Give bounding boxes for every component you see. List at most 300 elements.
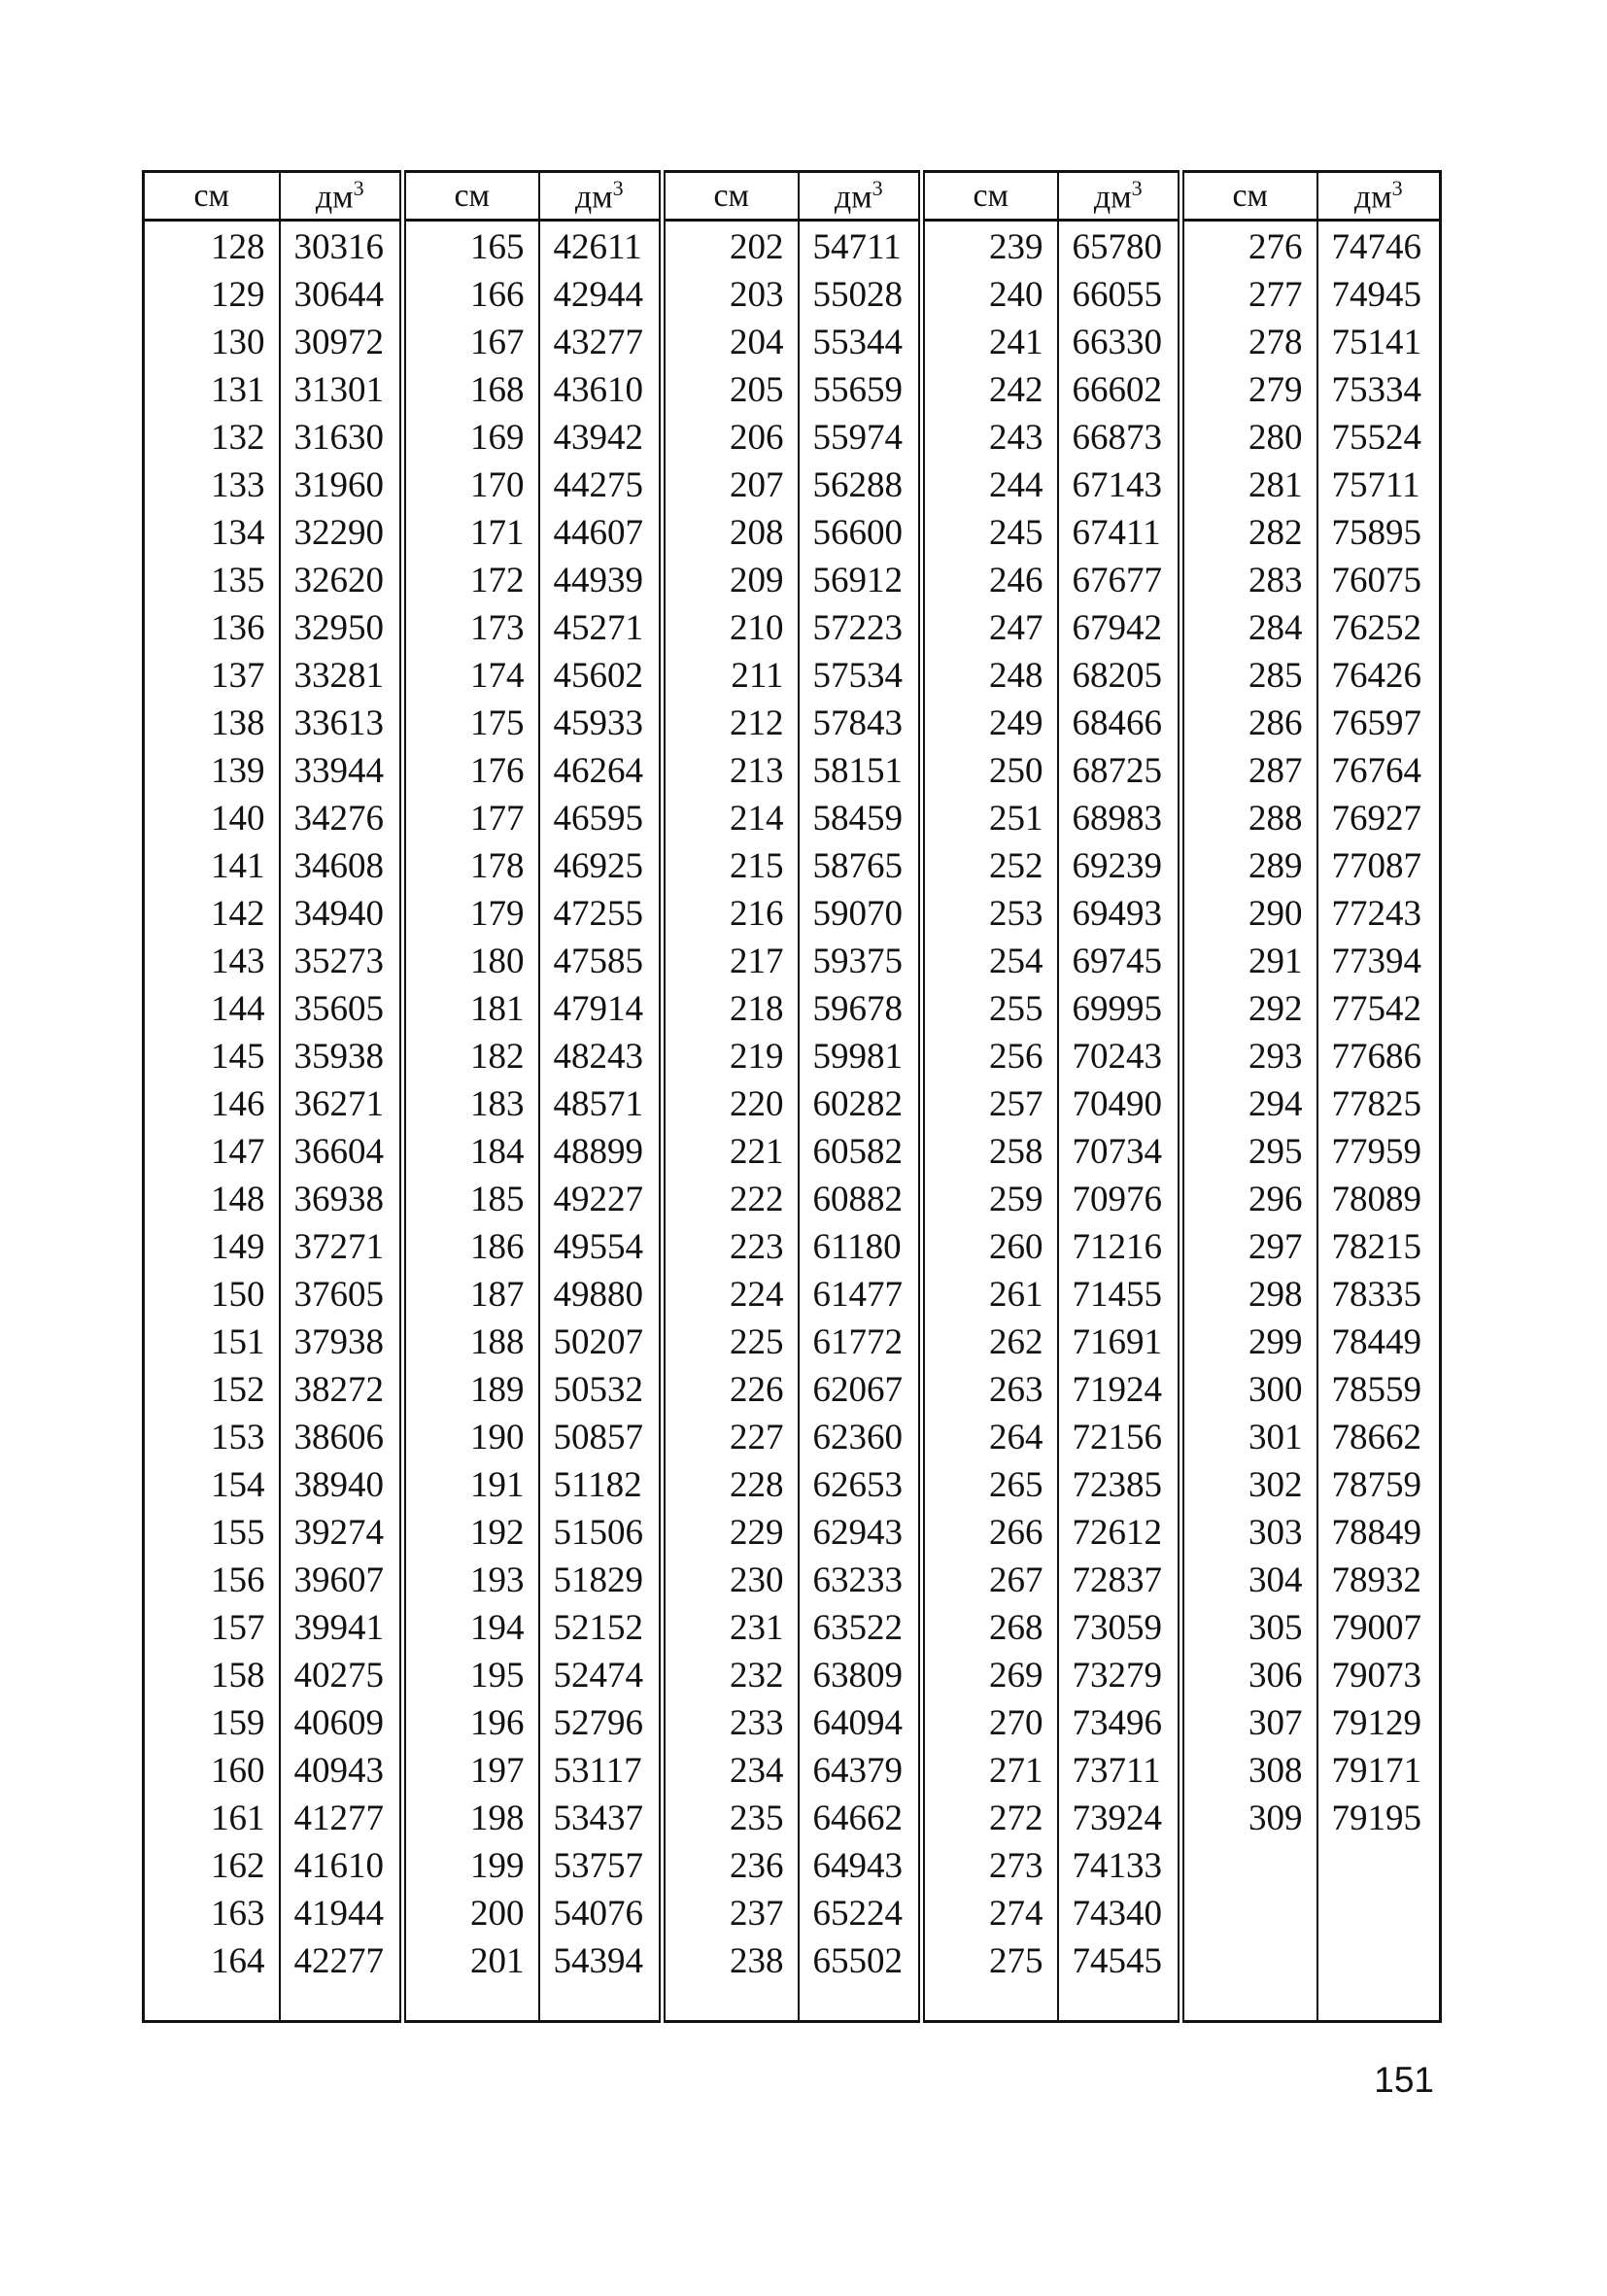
cell-cm: 259 bbox=[922, 1176, 1058, 1223]
cell-cm: 206 bbox=[663, 414, 799, 462]
cell-cm: 245 bbox=[922, 509, 1058, 557]
cell-dm3: 33613 bbox=[280, 700, 403, 747]
cell-dm3: 39274 bbox=[280, 1509, 403, 1557]
cell-cm: 147 bbox=[144, 1128, 280, 1176]
cell-cm: 282 bbox=[1181, 509, 1317, 557]
cell-cm: 264 bbox=[922, 1414, 1058, 1461]
cell-dm3: 68205 bbox=[1058, 652, 1181, 700]
cell-cm: 289 bbox=[1181, 842, 1317, 890]
cell-cm: 209 bbox=[663, 557, 799, 604]
cell-dm3: 54076 bbox=[539, 1890, 663, 1937]
cell-dm3: 47585 bbox=[539, 938, 663, 985]
cell-cm: 258 bbox=[922, 1128, 1058, 1176]
cell-cm: 220 bbox=[663, 1080, 799, 1128]
cell-cm: 232 bbox=[663, 1652, 799, 1699]
cell-cm: 298 bbox=[1181, 1271, 1317, 1319]
cell-cm: 195 bbox=[403, 1652, 539, 1699]
table-row bbox=[144, 414, 1441, 462]
cell-dm3: 63522 bbox=[799, 1604, 922, 1652]
cell-dm3: 77542 bbox=[1331, 989, 1421, 1029]
cell-dm3: 74545 bbox=[1058, 1937, 1181, 1985]
cell-dm3: 50532 bbox=[539, 1366, 663, 1414]
header-dm3 bbox=[799, 172, 922, 221]
cell-cm: 182 bbox=[403, 1033, 539, 1080]
cell-dm3: 56600 bbox=[799, 509, 922, 557]
cell-dm3: 77394 bbox=[1331, 942, 1421, 981]
cell-dm3: 70734 bbox=[1058, 1128, 1181, 1176]
cell-cm: 160 bbox=[144, 1747, 280, 1795]
cell-cm: 166 bbox=[403, 271, 539, 319]
table-bottom-spacer bbox=[144, 1985, 1441, 2022]
cell-cm: 200 bbox=[403, 1890, 539, 1937]
cell-dm3: 79171 bbox=[1331, 1751, 1421, 1791]
cell-cm: 240 bbox=[922, 271, 1058, 319]
cell-dm3: 46925 bbox=[539, 842, 663, 890]
cell-cm: 238 bbox=[663, 1937, 799, 1985]
cell-cm: 268 bbox=[922, 1604, 1058, 1652]
cell-dm3: 61772 bbox=[799, 1319, 922, 1366]
cell-dm3: 64662 bbox=[799, 1795, 922, 1842]
cell-cm: 251 bbox=[922, 795, 1058, 842]
cell-dm3: 78335 bbox=[1331, 1275, 1421, 1315]
cell-cm: 303 bbox=[1181, 1509, 1317, 1557]
cell-dm3: 48243 bbox=[539, 1033, 663, 1080]
page-number: 151 bbox=[1374, 2060, 1434, 2100]
cell-dm3: 67942 bbox=[1058, 604, 1181, 652]
cell-dm3: 79007 bbox=[1331, 1608, 1421, 1648]
cell-dm3: 47914 bbox=[539, 985, 663, 1033]
cell-cm: 128 bbox=[144, 221, 280, 272]
cell-cm: 150 bbox=[144, 1271, 280, 1319]
cell-dm3: 73279 bbox=[1058, 1652, 1181, 1699]
cell-dm3: 74945 bbox=[1331, 275, 1421, 315]
cell-dm3: 41944 bbox=[280, 1890, 403, 1937]
header-dm-exponent: 3 bbox=[872, 175, 883, 200]
cell-dm3: 56288 bbox=[799, 462, 922, 509]
cell-cm: 176 bbox=[403, 747, 539, 795]
cell-dm3: 73924 bbox=[1058, 1795, 1181, 1842]
cell-dm3: 58459 bbox=[799, 795, 922, 842]
cell-dm3: 59678 bbox=[799, 985, 922, 1033]
cell-cm: 171 bbox=[403, 509, 539, 557]
table-row bbox=[144, 1080, 1441, 1128]
cell-cm: 281 bbox=[1181, 462, 1317, 509]
spacer-cell bbox=[280, 1985, 403, 2022]
cell-dm3: 67411 bbox=[1058, 509, 1181, 557]
table-row bbox=[144, 1176, 1441, 1223]
cell-dm3: 70976 bbox=[1058, 1176, 1181, 1223]
cell-dm3: 34608 bbox=[280, 842, 403, 890]
cell-cm: 154 bbox=[144, 1461, 280, 1509]
cell-cm: 237 bbox=[663, 1890, 799, 1937]
cell-cm: 203 bbox=[663, 271, 799, 319]
cell-cm: 149 bbox=[144, 1223, 280, 1271]
cell-cm: 178 bbox=[403, 842, 539, 890]
cell-cm: 276 bbox=[1181, 221, 1317, 272]
table-row bbox=[144, 509, 1441, 557]
cell-cm: 181 bbox=[403, 985, 539, 1033]
cell-dm3: 66602 bbox=[1058, 366, 1181, 414]
cell-cm: 193 bbox=[403, 1557, 539, 1604]
cell-cm: 280 bbox=[1181, 414, 1317, 462]
cell-cm: 163 bbox=[144, 1890, 280, 1937]
cell-cm: 164 bbox=[144, 1937, 280, 1985]
cell-dm3: 45271 bbox=[539, 604, 663, 652]
cell-dm3: 65780 bbox=[1058, 221, 1181, 272]
cell-cm: 285 bbox=[1181, 652, 1317, 700]
spacer-cell bbox=[1317, 1985, 1441, 2022]
cell-cm: 168 bbox=[403, 366, 539, 414]
cell-dm3: 71691 bbox=[1058, 1319, 1181, 1366]
cell-dm3: 54394 bbox=[539, 1937, 663, 1985]
cell-cm: 189 bbox=[403, 1366, 539, 1414]
cell-dm3: 71216 bbox=[1058, 1223, 1181, 1271]
cell-cm bbox=[1181, 1890, 1317, 1937]
cell-dm3: 67143 bbox=[1058, 462, 1181, 509]
table-row bbox=[144, 938, 1441, 985]
cell-dm3: 52152 bbox=[539, 1604, 663, 1652]
header-dm3 bbox=[280, 172, 403, 221]
cell-dm3: 30316 bbox=[280, 221, 403, 272]
cell-dm3: 40609 bbox=[280, 1699, 403, 1747]
cell-dm3: 44607 bbox=[539, 509, 663, 557]
cell-cm: 292 bbox=[1181, 985, 1317, 1033]
cell-dm3: 77686 bbox=[1331, 1037, 1421, 1077]
cell-dm3: 31301 bbox=[280, 366, 403, 414]
cell-cm: 248 bbox=[922, 652, 1058, 700]
cell-cm: 255 bbox=[922, 985, 1058, 1033]
cell-cm: 219 bbox=[663, 1033, 799, 1080]
table-row bbox=[144, 1937, 1441, 1985]
table-row bbox=[144, 1271, 1441, 1319]
cell-cm: 262 bbox=[922, 1319, 1058, 1366]
cell-dm3: 38606 bbox=[280, 1414, 403, 1461]
cell-dm3: 43610 bbox=[539, 366, 663, 414]
cell-cm: 188 bbox=[403, 1319, 539, 1366]
cell-dm3: 62067 bbox=[799, 1366, 922, 1414]
cell-cm: 233 bbox=[663, 1699, 799, 1747]
cell-cm: 229 bbox=[663, 1509, 799, 1557]
cell-dm3: 44275 bbox=[539, 462, 663, 509]
cell-dm3: 73711 bbox=[1058, 1747, 1181, 1795]
cell-cm: 301 bbox=[1181, 1414, 1317, 1461]
cell-cm: 284 bbox=[1181, 604, 1317, 652]
cell-dm3: 43942 bbox=[539, 414, 663, 462]
cell-dm3: 46264 bbox=[539, 747, 663, 795]
cell-cm: 199 bbox=[403, 1842, 539, 1890]
cell-dm3: 73059 bbox=[1058, 1604, 1181, 1652]
cell-cm: 165 bbox=[403, 221, 539, 272]
cell-cm: 213 bbox=[663, 747, 799, 795]
spacer-cell bbox=[144, 1985, 280, 2022]
cell-cm: 144 bbox=[144, 985, 280, 1033]
table-row bbox=[144, 271, 1441, 319]
cell-dm3: 34276 bbox=[280, 795, 403, 842]
cell-dm3: 72385 bbox=[1058, 1461, 1181, 1509]
cell-cm: 158 bbox=[144, 1652, 280, 1699]
table-row bbox=[144, 842, 1441, 890]
spacer-cell bbox=[1181, 1985, 1317, 2022]
cell-dm3: 66873 bbox=[1058, 414, 1181, 462]
cell-cm: 185 bbox=[403, 1176, 539, 1223]
header-dm-exponent: 3 bbox=[1131, 175, 1143, 200]
cell-cm: 235 bbox=[663, 1795, 799, 1842]
cell-dm3: 42277 bbox=[280, 1937, 403, 1985]
cell-cm: 302 bbox=[1181, 1461, 1317, 1509]
cell-cm: 263 bbox=[922, 1366, 1058, 1414]
spacer-cell bbox=[663, 1985, 799, 2022]
cell-dm3: 72837 bbox=[1058, 1557, 1181, 1604]
cell-dm3: 55659 bbox=[799, 366, 922, 414]
cell-dm3: 76764 bbox=[1331, 751, 1421, 791]
cell-dm3: 61477 bbox=[799, 1271, 922, 1319]
cell-dm3: 48899 bbox=[539, 1128, 663, 1176]
header-dm-unit: дм bbox=[315, 179, 354, 216]
cell-dm3 bbox=[1317, 1890, 1441, 1937]
cell-cm: 217 bbox=[663, 938, 799, 985]
cell-dm3: 61180 bbox=[799, 1223, 922, 1271]
cell-cm: 279 bbox=[1181, 366, 1317, 414]
cell-dm3: 56912 bbox=[799, 557, 922, 604]
cell-dm3: 44939 bbox=[539, 557, 663, 604]
cell-cm: 223 bbox=[663, 1223, 799, 1271]
cell-cm: 296 bbox=[1181, 1176, 1317, 1223]
cell-cm: 225 bbox=[663, 1319, 799, 1366]
cell-cm: 269 bbox=[922, 1652, 1058, 1699]
table-row bbox=[144, 1699, 1441, 1747]
table-row bbox=[144, 1033, 1441, 1080]
cell-cm: 129 bbox=[144, 271, 280, 319]
cell-dm3: 32950 bbox=[280, 604, 403, 652]
cell-dm3: 37271 bbox=[280, 1223, 403, 1271]
cell-cm: 161 bbox=[144, 1795, 280, 1842]
cell-dm3: 37938 bbox=[280, 1319, 403, 1366]
table-row bbox=[144, 462, 1441, 509]
cell-dm3: 68466 bbox=[1058, 700, 1181, 747]
cell-dm3: 57534 bbox=[799, 652, 922, 700]
table-row bbox=[144, 1795, 1441, 1842]
table-row bbox=[144, 557, 1441, 604]
cell-cm: 277 bbox=[1181, 271, 1317, 319]
cell-cm: 260 bbox=[922, 1223, 1058, 1271]
cell-dm3: 73496 bbox=[1058, 1699, 1181, 1747]
table-row bbox=[144, 1128, 1441, 1176]
table-row bbox=[144, 747, 1441, 795]
header-dm3 bbox=[539, 172, 663, 221]
cell-dm3: 36271 bbox=[280, 1080, 403, 1128]
cell-dm3: 33281 bbox=[280, 652, 403, 700]
cell-dm3: 74746 bbox=[1331, 227, 1421, 267]
cell-dm3: 48571 bbox=[539, 1080, 663, 1128]
cell-dm3: 55028 bbox=[799, 271, 922, 319]
cell-dm3: 63809 bbox=[799, 1652, 922, 1699]
cell-dm3: 60882 bbox=[799, 1176, 922, 1223]
table-row bbox=[144, 1414, 1441, 1461]
table-row bbox=[144, 1319, 1441, 1366]
cell-cm: 246 bbox=[922, 557, 1058, 604]
header-cm: см bbox=[663, 172, 799, 221]
cell-dm3: 37605 bbox=[280, 1271, 403, 1319]
cell-cm: 138 bbox=[144, 700, 280, 747]
cell-cm: 307 bbox=[1181, 1699, 1317, 1747]
cell-dm3: 32620 bbox=[280, 557, 403, 604]
cell-cm: 151 bbox=[144, 1319, 280, 1366]
cell-dm3: 67677 bbox=[1058, 557, 1181, 604]
cell-cm: 187 bbox=[403, 1271, 539, 1319]
cell-dm3: 77825 bbox=[1331, 1084, 1421, 1124]
header-dm-unit: дм bbox=[1353, 179, 1392, 216]
cell-cm bbox=[1181, 1842, 1317, 1890]
cell-cm: 250 bbox=[922, 747, 1058, 795]
header-cm: см bbox=[144, 172, 280, 221]
cell-dm3: 75334 bbox=[1331, 370, 1421, 410]
cell-cm: 159 bbox=[144, 1699, 280, 1747]
spacer-cell bbox=[922, 1985, 1058, 2022]
cell-dm3: 63233 bbox=[799, 1557, 922, 1604]
cell-cm: 184 bbox=[403, 1128, 539, 1176]
cell-cm: 172 bbox=[403, 557, 539, 604]
header-dm-exponent: 3 bbox=[612, 175, 624, 200]
cell-cm: 297 bbox=[1181, 1223, 1317, 1271]
cell-cm: 204 bbox=[663, 319, 799, 366]
spacer-cell bbox=[799, 1985, 922, 2022]
cell-cm: 252 bbox=[922, 842, 1058, 890]
cell-cm: 180 bbox=[403, 938, 539, 985]
cell-cm: 275 bbox=[922, 1937, 1058, 1985]
cell-dm3: 30972 bbox=[280, 319, 403, 366]
cell-cm: 254 bbox=[922, 938, 1058, 985]
cell-cm: 186 bbox=[403, 1223, 539, 1271]
header-cm: см bbox=[1181, 172, 1317, 221]
cell-cm: 173 bbox=[403, 604, 539, 652]
cell-dm3: 79195 bbox=[1331, 1799, 1421, 1838]
cell-cm: 256 bbox=[922, 1033, 1058, 1080]
cell-dm3: 65502 bbox=[799, 1937, 922, 1985]
cell-cm: 230 bbox=[663, 1557, 799, 1604]
cell-dm3 bbox=[1317, 1937, 1441, 1985]
cell-cm: 177 bbox=[403, 795, 539, 842]
cell-cm: 152 bbox=[144, 1366, 280, 1414]
cell-cm: 291 bbox=[1181, 938, 1317, 985]
cell-dm3: 64943 bbox=[799, 1842, 922, 1890]
cell-cm: 224 bbox=[663, 1271, 799, 1319]
cell-dm3: 45933 bbox=[539, 700, 663, 747]
cell-dm3: 55974 bbox=[799, 414, 922, 462]
cell-dm3: 52796 bbox=[539, 1699, 663, 1747]
cell-cm: 236 bbox=[663, 1842, 799, 1890]
cell-cm: 299 bbox=[1181, 1319, 1317, 1366]
cell-cm: 192 bbox=[403, 1509, 539, 1557]
cell-dm3: 76927 bbox=[1331, 799, 1421, 839]
cell-cm: 134 bbox=[144, 509, 280, 557]
cell-cm: 143 bbox=[144, 938, 280, 985]
table-row bbox=[144, 1842, 1441, 1890]
cell-dm3: 74340 bbox=[1058, 1890, 1181, 1937]
cell-cm: 155 bbox=[144, 1509, 280, 1557]
cell-cm: 142 bbox=[144, 890, 280, 938]
cell-dm3: 43277 bbox=[539, 319, 663, 366]
table-row bbox=[144, 700, 1441, 747]
cell-cm: 261 bbox=[922, 1271, 1058, 1319]
cell-dm3: 51182 bbox=[539, 1461, 663, 1509]
cell-cm: 228 bbox=[663, 1461, 799, 1509]
cell-dm3: 69745 bbox=[1058, 938, 1181, 985]
cell-dm3: 59375 bbox=[799, 938, 922, 985]
cell-dm3: 72156 bbox=[1058, 1414, 1181, 1461]
cell-dm3: 59070 bbox=[799, 890, 922, 938]
cell-dm3: 77087 bbox=[1331, 846, 1421, 886]
cell-dm3: 78932 bbox=[1331, 1560, 1421, 1600]
cell-dm3: 38272 bbox=[280, 1366, 403, 1414]
header-dm-exponent: 3 bbox=[353, 175, 364, 200]
cell-dm3: 79129 bbox=[1331, 1703, 1421, 1743]
cell-cm: 140 bbox=[144, 795, 280, 842]
cell-dm3: 35273 bbox=[280, 938, 403, 985]
header-dm3 bbox=[1058, 172, 1181, 221]
cell-cm: 227 bbox=[663, 1414, 799, 1461]
cell-dm3: 68983 bbox=[1058, 795, 1181, 842]
cell-dm3: 78215 bbox=[1331, 1227, 1421, 1267]
cell-dm3: 34940 bbox=[280, 890, 403, 938]
cell-cm: 226 bbox=[663, 1366, 799, 1414]
cell-cm: 146 bbox=[144, 1080, 280, 1128]
cell-dm3: 72612 bbox=[1058, 1509, 1181, 1557]
cell-cm: 274 bbox=[922, 1890, 1058, 1937]
cell-cm: 257 bbox=[922, 1080, 1058, 1128]
spacer-cell bbox=[403, 1985, 539, 2022]
cell-cm: 290 bbox=[1181, 890, 1317, 938]
cell-dm3: 42944 bbox=[539, 271, 663, 319]
cell-cm: 239 bbox=[922, 221, 1058, 272]
cell-dm3: 33944 bbox=[280, 747, 403, 795]
cell-dm3: 49554 bbox=[539, 1223, 663, 1271]
cell-cm: 234 bbox=[663, 1747, 799, 1795]
cell-dm3: 62943 bbox=[799, 1509, 922, 1557]
cell-dm3: 39941 bbox=[280, 1604, 403, 1652]
cell-dm3: 70490 bbox=[1058, 1080, 1181, 1128]
cell-cm: 271 bbox=[922, 1747, 1058, 1795]
cell-dm3: 65224 bbox=[799, 1890, 922, 1937]
cell-dm3: 76075 bbox=[1331, 561, 1421, 600]
cell-dm3: 50207 bbox=[539, 1319, 663, 1366]
cell-dm3: 53757 bbox=[539, 1842, 663, 1890]
cell-dm3: 60582 bbox=[799, 1128, 922, 1176]
cell-cm: 253 bbox=[922, 890, 1058, 938]
cell-dm3: 78662 bbox=[1331, 1418, 1421, 1457]
cell-dm3: 77959 bbox=[1331, 1132, 1421, 1172]
cell-cm: 210 bbox=[663, 604, 799, 652]
cell-dm3: 51829 bbox=[539, 1557, 663, 1604]
cell-dm3: 71924 bbox=[1058, 1366, 1181, 1414]
cell-cm: 309 bbox=[1181, 1795, 1317, 1842]
cell-dm3: 54711 bbox=[799, 221, 922, 272]
cell-dm3: 36604 bbox=[280, 1128, 403, 1176]
cell-cm: 249 bbox=[922, 700, 1058, 747]
cell-cm: 135 bbox=[144, 557, 280, 604]
cell-dm3: 57223 bbox=[799, 604, 922, 652]
cell-cm: 288 bbox=[1181, 795, 1317, 842]
cell-dm3: 68725 bbox=[1058, 747, 1181, 795]
header-dm3 bbox=[1317, 172, 1441, 221]
cell-dm3: 51506 bbox=[539, 1509, 663, 1557]
cell-cm: 211 bbox=[663, 652, 799, 700]
cell-dm3: 75711 bbox=[1331, 465, 1420, 505]
cell-dm3: 40275 bbox=[280, 1652, 403, 1699]
cell-cm: 270 bbox=[922, 1699, 1058, 1747]
table-row bbox=[144, 890, 1441, 938]
cell-cm: 198 bbox=[403, 1795, 539, 1842]
cell-cm: 222 bbox=[663, 1176, 799, 1223]
